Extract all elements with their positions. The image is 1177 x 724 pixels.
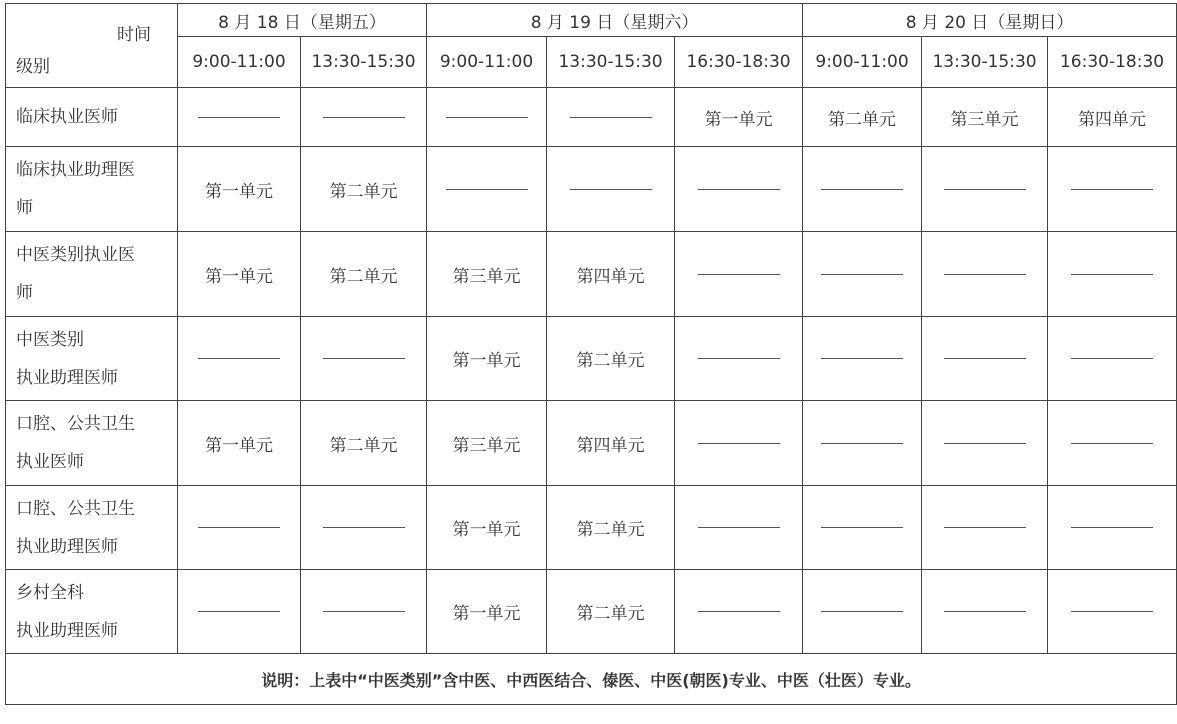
table-row xyxy=(6,317,1177,401)
table-row xyxy=(6,147,1177,232)
date-header-aug20: 8 月 20 日（星期日） xyxy=(803,4,1177,37)
slot-header: 13:30-15:30 xyxy=(922,37,1048,88)
dash-placeholder xyxy=(698,611,780,612)
dash-placeholder xyxy=(323,117,405,118)
dash-placeholder xyxy=(198,117,280,118)
header-level-label: 级别 xyxy=(16,57,50,77)
dash-placeholder xyxy=(446,189,528,190)
empty-cell xyxy=(1048,147,1177,232)
empty-cell xyxy=(301,570,427,654)
table-row xyxy=(6,232,1177,317)
row-label xyxy=(6,570,178,654)
note-row xyxy=(6,654,1177,705)
unit-cell: 第一单元 xyxy=(427,317,547,401)
dash-placeholder xyxy=(1071,443,1153,444)
empty-cell xyxy=(178,88,301,147)
empty-cell xyxy=(427,88,547,147)
table-row xyxy=(6,486,1177,570)
empty-cell xyxy=(803,147,922,232)
empty-cell xyxy=(922,147,1048,232)
empty-cell xyxy=(803,401,922,486)
dash-placeholder xyxy=(821,527,903,528)
unit-cell: 第二单元 xyxy=(301,232,427,317)
empty-cell xyxy=(427,147,547,232)
slot-header: 16:30-18:30 xyxy=(675,37,803,88)
empty-cell xyxy=(1048,401,1177,486)
dash-placeholder xyxy=(944,189,1026,190)
empty-cell xyxy=(547,88,675,147)
unit-cell: 第四单元 xyxy=(547,401,675,486)
dash-placeholder xyxy=(944,611,1026,612)
header-corner-cell xyxy=(6,4,178,88)
empty-cell xyxy=(178,570,301,654)
dash-placeholder xyxy=(1071,189,1153,190)
table-row xyxy=(6,88,1177,147)
date-header-aug19: 8 月 19 日（星期六） xyxy=(427,4,803,37)
unit-cell: 第二单元 xyxy=(301,401,427,486)
dash-placeholder xyxy=(446,117,528,118)
empty-cell xyxy=(301,317,427,401)
empty-cell xyxy=(803,317,922,401)
unit-cell: 第四单元 xyxy=(547,232,675,317)
unit-cell: 第一单元 xyxy=(178,147,301,232)
dash-placeholder xyxy=(821,274,903,275)
dash-placeholder xyxy=(1071,611,1153,612)
row-label xyxy=(6,147,178,232)
dash-placeholder xyxy=(198,358,280,359)
empty-cell xyxy=(922,232,1048,317)
unit-cell: 第一单元 xyxy=(427,486,547,570)
unit-cell: 第四单元 xyxy=(1048,88,1177,147)
slot-header: 9:00-11:00 xyxy=(803,37,922,88)
empty-cell xyxy=(803,486,922,570)
row-label-line: 口腔、公共卫生 xyxy=(16,414,135,434)
row-label-line: 师 xyxy=(16,198,33,218)
row-label-line: 执业助理医师 xyxy=(16,367,118,388)
empty-cell xyxy=(547,147,675,232)
unit-cell: 第二单元 xyxy=(803,88,922,147)
slot-header: 9:00-11:00 xyxy=(178,37,301,88)
empty-cell xyxy=(178,317,301,401)
slot-header: 13:30-15:30 xyxy=(301,37,427,88)
dash-placeholder xyxy=(698,443,780,444)
dash-placeholder xyxy=(698,527,780,528)
dash-placeholder xyxy=(821,358,903,359)
slot-header: 16:30-18:30 xyxy=(1048,37,1177,88)
empty-cell xyxy=(803,570,922,654)
unit-cell: 第一单元 xyxy=(178,232,301,317)
dash-placeholder xyxy=(1071,358,1153,359)
exam-schedule-table xyxy=(5,3,1177,705)
empty-cell xyxy=(675,401,803,486)
dash-placeholder xyxy=(323,358,405,359)
empty-cell xyxy=(1048,570,1177,654)
row-label-line: 师 xyxy=(16,283,33,303)
dash-placeholder xyxy=(323,611,405,612)
row-label xyxy=(6,88,178,147)
dash-placeholder xyxy=(1071,527,1153,528)
empty-cell xyxy=(675,570,803,654)
row-label-line: 中医类别 xyxy=(16,329,84,350)
empty-cell xyxy=(675,147,803,232)
empty-cell xyxy=(922,317,1048,401)
row-label xyxy=(6,486,178,570)
dash-placeholder xyxy=(323,527,405,528)
row-label-line: 临床执业助理医 xyxy=(16,160,135,180)
empty-cell xyxy=(1048,486,1177,570)
slot-header: 9:00-11:00 xyxy=(427,37,547,88)
unit-cell: 第一单元 xyxy=(178,401,301,486)
empty-cell xyxy=(675,317,803,401)
unit-cell: 第一单元 xyxy=(427,570,547,654)
dash-placeholder xyxy=(944,358,1026,359)
empty-cell xyxy=(922,570,1048,654)
row-label xyxy=(6,317,178,401)
date-header-aug18: 8 月 18 日（星期五） xyxy=(178,4,427,37)
empty-cell xyxy=(301,88,427,147)
dash-placeholder xyxy=(944,274,1026,275)
empty-cell xyxy=(178,486,301,570)
header-time-label: 时间 xyxy=(117,25,151,45)
dash-placeholder xyxy=(570,117,652,118)
slot-header: 13:30-15:30 xyxy=(547,37,675,88)
dash-placeholder xyxy=(944,443,1026,444)
row-label-line: 执业助理医师 xyxy=(16,620,118,641)
empty-cell xyxy=(1048,317,1177,401)
table-row xyxy=(6,570,1177,654)
table-row xyxy=(6,401,1177,486)
unit-cell: 第一单元 xyxy=(675,88,803,147)
unit-cell: 第二单元 xyxy=(301,147,427,232)
empty-cell xyxy=(675,232,803,317)
empty-cell xyxy=(675,486,803,570)
dash-placeholder xyxy=(1071,274,1153,275)
dash-placeholder xyxy=(698,274,780,275)
unit-cell: 第三单元 xyxy=(427,232,547,317)
dash-placeholder xyxy=(570,189,652,190)
empty-cell xyxy=(922,486,1048,570)
row-label xyxy=(6,232,178,317)
row-label-line: 执业助理医师 xyxy=(16,536,118,557)
dash-placeholder xyxy=(198,611,280,612)
unit-cell: 第二单元 xyxy=(547,486,675,570)
dash-placeholder xyxy=(698,358,780,359)
empty-cell xyxy=(922,401,1048,486)
unit-cell: 第三单元 xyxy=(427,401,547,486)
dash-placeholder xyxy=(698,189,780,190)
dash-placeholder xyxy=(198,527,280,528)
row-label-line: 中医类别执业医 xyxy=(16,245,135,265)
unit-cell: 第二单元 xyxy=(547,570,675,654)
dash-placeholder xyxy=(821,189,903,190)
unit-cell: 第二单元 xyxy=(547,317,675,401)
row-label xyxy=(6,401,178,486)
note-text: 说明：上表中“中医类别”含中医、中西医结合、傣医、中医(朝医)专业、中医（壮医）专业。 xyxy=(6,654,1177,705)
unit-cell: 第三单元 xyxy=(922,88,1048,147)
dash-placeholder xyxy=(821,611,903,612)
row-label-line: 临床执业医师 xyxy=(16,107,118,127)
row-label-line: 执业医师 xyxy=(16,452,84,472)
empty-cell xyxy=(301,486,427,570)
empty-cell xyxy=(803,232,922,317)
dash-placeholder xyxy=(821,443,903,444)
dash-placeholder xyxy=(944,527,1026,528)
empty-cell xyxy=(1048,232,1177,317)
row-label-line: 乡村全科 xyxy=(16,582,84,603)
row-label-line: 口腔、公共卫生 xyxy=(16,498,135,519)
